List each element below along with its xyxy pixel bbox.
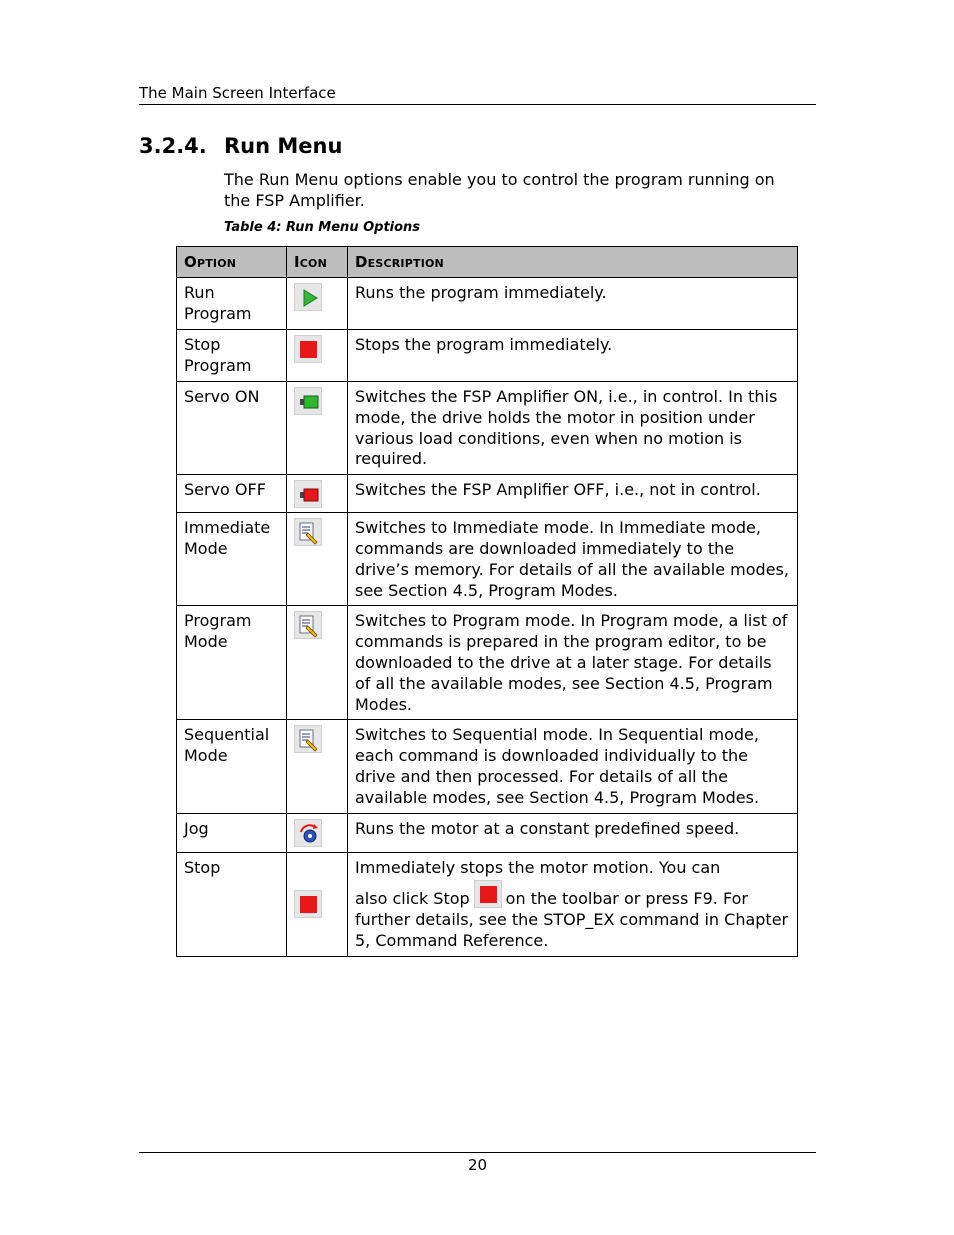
description-cell: Runs the motor at a constant predefined speed. <box>348 813 798 852</box>
option-cell: Jog <box>177 813 287 852</box>
option-cell: Program Mode <box>177 606 287 720</box>
program-mode-icon <box>294 611 322 639</box>
description-cell: Stops the program immediately. <box>348 330 798 382</box>
stop-square-icon <box>294 890 322 918</box>
description-cell: Runs the program immediately. <box>348 278 798 330</box>
table-row <box>177 720 798 813</box>
table-row <box>177 606 798 720</box>
option-cell: Run Program <box>177 278 287 330</box>
description-cell: Switches the FSP Amplifier ON, i.e., in control. In this mode, the drive holds the motor in position under various load conditions, even when no motion is required. <box>348 382 798 475</box>
running-header: The Main Screen Interface <box>139 84 816 105</box>
description-text: on the toolbar or press F9. For further details, see the STOP_EX command in Chapter 5, Command Reference. <box>355 889 789 950</box>
run-play-icon <box>294 283 322 311</box>
option-cell: Sequential Mode <box>177 720 287 813</box>
table-header-row <box>177 247 798 278</box>
section-number: 3.2.4. <box>139 134 207 158</box>
sequential-mode-icon <box>294 725 322 753</box>
servo-off-icon <box>294 480 322 508</box>
description-cell: Switches to Immediate mode. In Immediate mode, commands are downloaded immediately to the drive’s memory. For details of all the available modes, see Section 4.5, Program Modes. <box>348 513 798 606</box>
description-cell <box>348 852 798 956</box>
description-cell: Switches the FSP Amplifier OFF, i.e., not in control. <box>348 475 798 513</box>
immediate-mode-icon <box>294 518 322 546</box>
table-row <box>177 513 798 606</box>
table-row <box>177 475 798 513</box>
option-cell: Servo ON <box>177 382 287 475</box>
option-cell: Stop <box>177 852 287 956</box>
stop-toolbar-icon <box>474 880 502 908</box>
table-row <box>177 330 798 382</box>
column-header-icon: Icon <box>287 247 348 278</box>
option-cell: Servo OFF <box>177 475 287 513</box>
run-menu-options-table <box>176 246 798 957</box>
option-cell: Stop Program <box>177 330 287 382</box>
table-caption: Table 4: Run Menu Options <box>224 220 421 235</box>
section-heading <box>139 133 342 159</box>
option-cell: Immediate Mode <box>177 513 287 606</box>
servo-on-icon <box>294 387 322 415</box>
table-row <box>177 852 798 956</box>
column-header-description: Description <box>348 247 798 278</box>
description-cell: Switches to Program mode. In Program mode, a list of commands is prepared in the program editor, to be downloaded to the drive at a later stage. For details of all the available modes, see Section 4.5, Program Modes. <box>348 606 798 720</box>
jog-icon <box>294 819 322 847</box>
description-cell: Switches to Sequential mode. In Sequential mode, each command is downloaded individually to the drive and then processed. For details of all the available modes, see Section 4.5, Program Modes. <box>348 720 798 813</box>
description-text: Immediately stops the motor motion. You can <box>355 857 721 877</box>
section-title: Run Menu <box>224 134 343 158</box>
column-header-option: Option <box>177 247 287 278</box>
page-number: 20 <box>139 1152 816 1175</box>
table-row <box>177 382 798 475</box>
stop-square-icon <box>294 335 322 363</box>
table-row <box>177 278 798 330</box>
description-text: also click Stop <box>355 889 470 909</box>
intro-paragraph: The Run Menu options enable you to control the program running on the FSP Amplifier. <box>224 170 775 210</box>
table-row <box>177 813 798 852</box>
